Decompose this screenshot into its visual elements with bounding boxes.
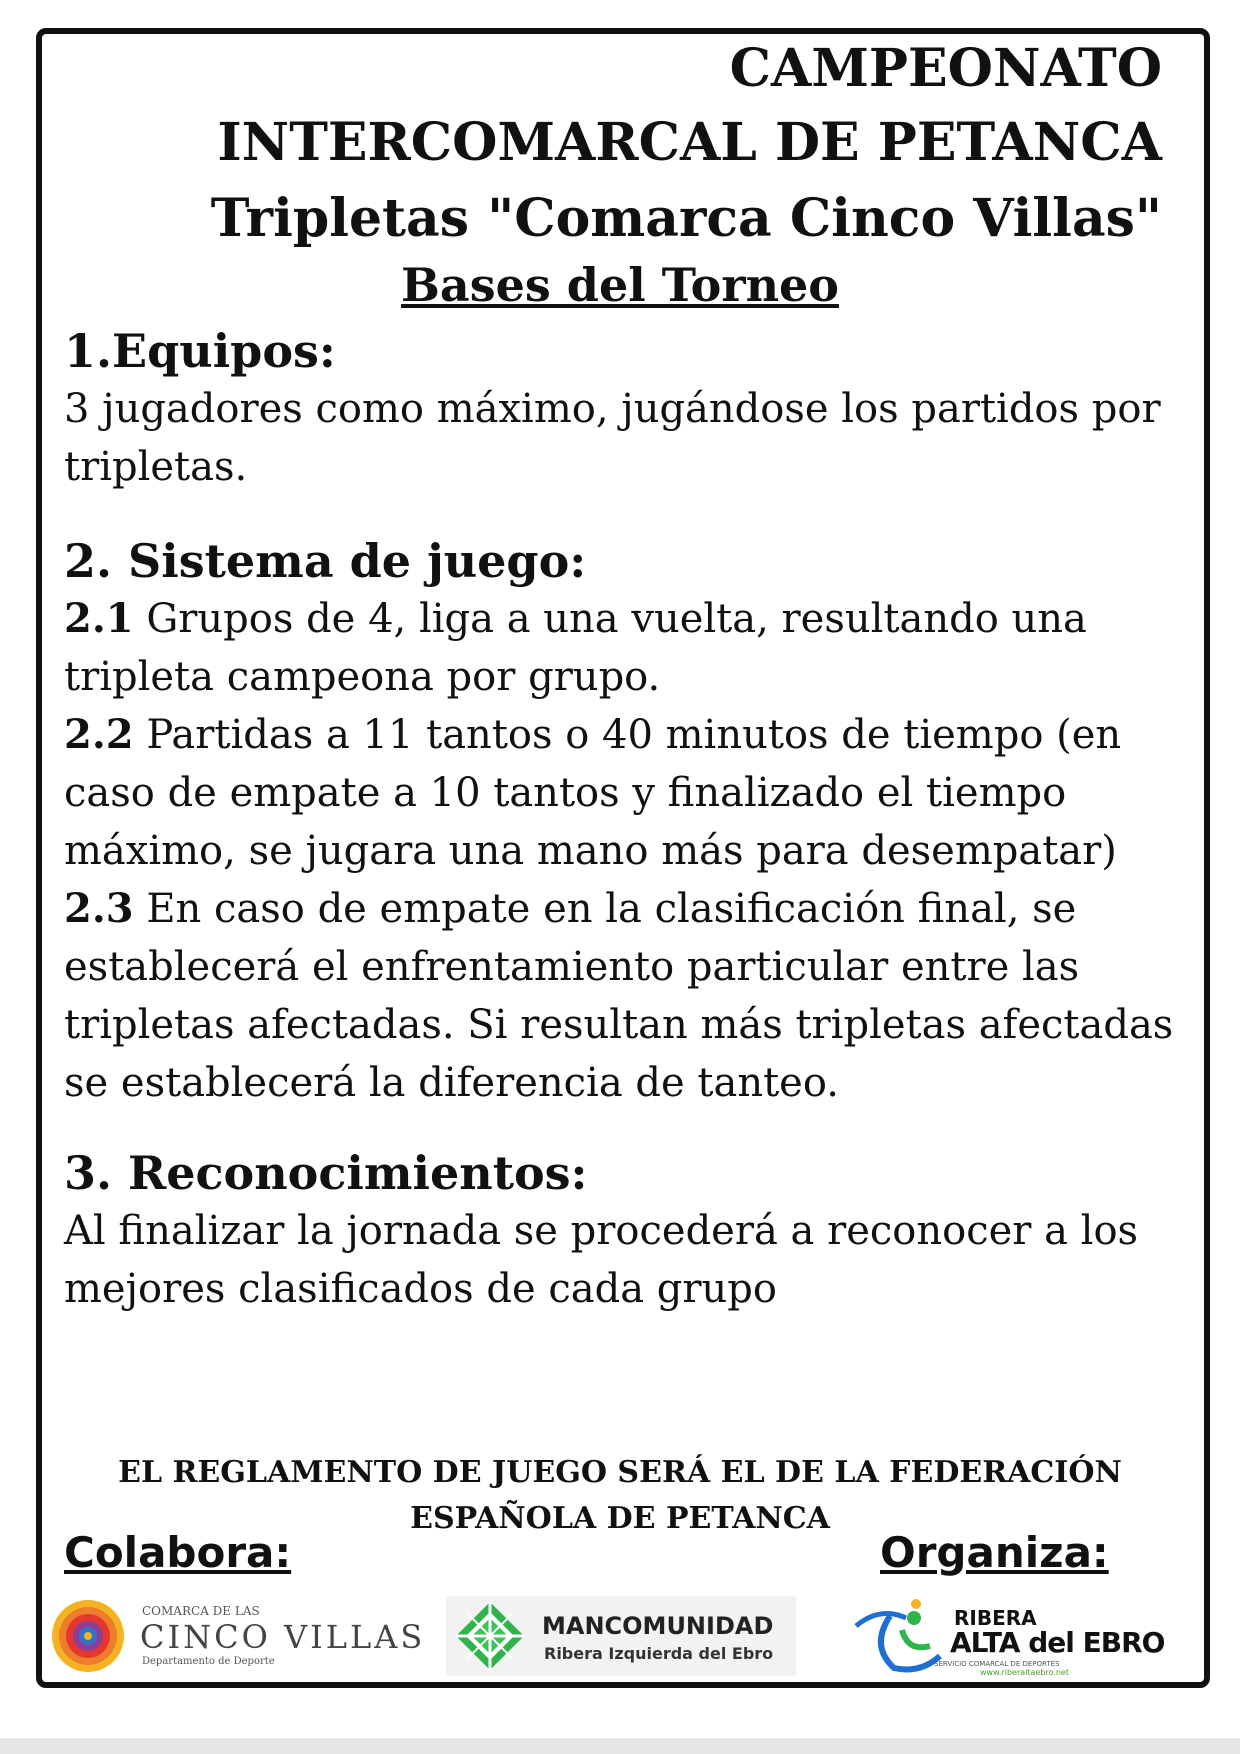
rule-number: 2.3 bbox=[64, 885, 134, 932]
rule-item bbox=[64, 706, 1184, 880]
rule-number: 2.2 bbox=[64, 711, 134, 758]
bottom-bar bbox=[0, 1738, 1240, 1754]
cinco-villas-dept: Departamento de Deporte bbox=[142, 1656, 275, 1667]
reglamento-line-2: ESPAÑOLA DE PETANCA bbox=[410, 1501, 830, 1536]
section-text-equipos: 3 jugadores como máximo, jugándose los partidos por tripletas. bbox=[64, 386, 1161, 490]
ribera-url: www.riberaltaebro.net bbox=[980, 1668, 1069, 1677]
cinco-villas-logo bbox=[46, 1596, 436, 1676]
title-line-3: Tripletas "Comarca Cinco Villas" bbox=[210, 188, 1162, 249]
ribera-line-2: ALTA del EBRO bbox=[950, 1626, 1165, 1659]
title-line-1: CAMPEONATO bbox=[729, 38, 1162, 99]
mancomunidad-subtitle: Ribera Izquierda del Ebro bbox=[544, 1644, 774, 1663]
rule-text: Partidas a 11 tantos o 40 minutos de tiempo (en caso de empate a 10 tantos y finalizado el tiempo máximo, se jugara una mano más para desempatar) bbox=[64, 712, 1122, 874]
cinco-villas-small-text: COMARCA DE LAS bbox=[142, 1604, 260, 1618]
cinco-villas-name: CINCO VILLAS bbox=[140, 1618, 426, 1656]
rule-item bbox=[64, 880, 1184, 1112]
section-heading-equipos: 1.Equipos: bbox=[64, 324, 336, 378]
cinco-villas-emblem-icon bbox=[46, 1596, 136, 1676]
organiza-label: Organiza: bbox=[880, 1528, 1109, 1577]
title-line-2: INTERCOMARCAL DE PETANCA bbox=[217, 112, 1162, 173]
mancomunidad-logo bbox=[446, 1596, 796, 1676]
rules-content bbox=[64, 322, 1184, 1318]
section-heading-sistema: 2. Sistema de juego: bbox=[64, 534, 587, 588]
section-heading-reconocimientos: 3. Reconocimientos: bbox=[64, 1146, 588, 1200]
rule-text: Grupos de 4, liga a una vuelta, resultando una tripleta campeona por grupo. bbox=[64, 596, 1087, 700]
rule-text: En caso de empate en la clasificación final, se establecerá el enfrentamiento particular entre las tripletas afectadas. Si resultan más tripletas afectadas se establecerá la diferencia de tanteo. bbox=[64, 886, 1174, 1106]
section-text-reconocimientos: Al finalizar la jornada se procederá a reconocer a los mejores clasificados de cada grupo bbox=[64, 1208, 1139, 1312]
mancomunidad-star-icon bbox=[446, 1596, 534, 1676]
ribera-line-1: RIBERA bbox=[954, 1606, 1037, 1630]
ribera-line-3: SERVICIO COMARCAL DE DEPORTES bbox=[934, 1660, 1060, 1668]
reglamento-line-1: EL REGLAMENTO DE JUEGO SERÁ EL DE LA FEDERACIÓN bbox=[118, 1455, 1122, 1490]
subtitle: Bases del Torneo bbox=[401, 258, 839, 312]
mancomunidad-name: MANCOMUNIDAD bbox=[542, 1612, 774, 1640]
colabora-label: Colabora: bbox=[64, 1528, 292, 1577]
rule-number: 2.1 bbox=[64, 595, 134, 642]
ribera-alta-logo bbox=[850, 1596, 1165, 1677]
rule-item bbox=[64, 590, 1184, 706]
